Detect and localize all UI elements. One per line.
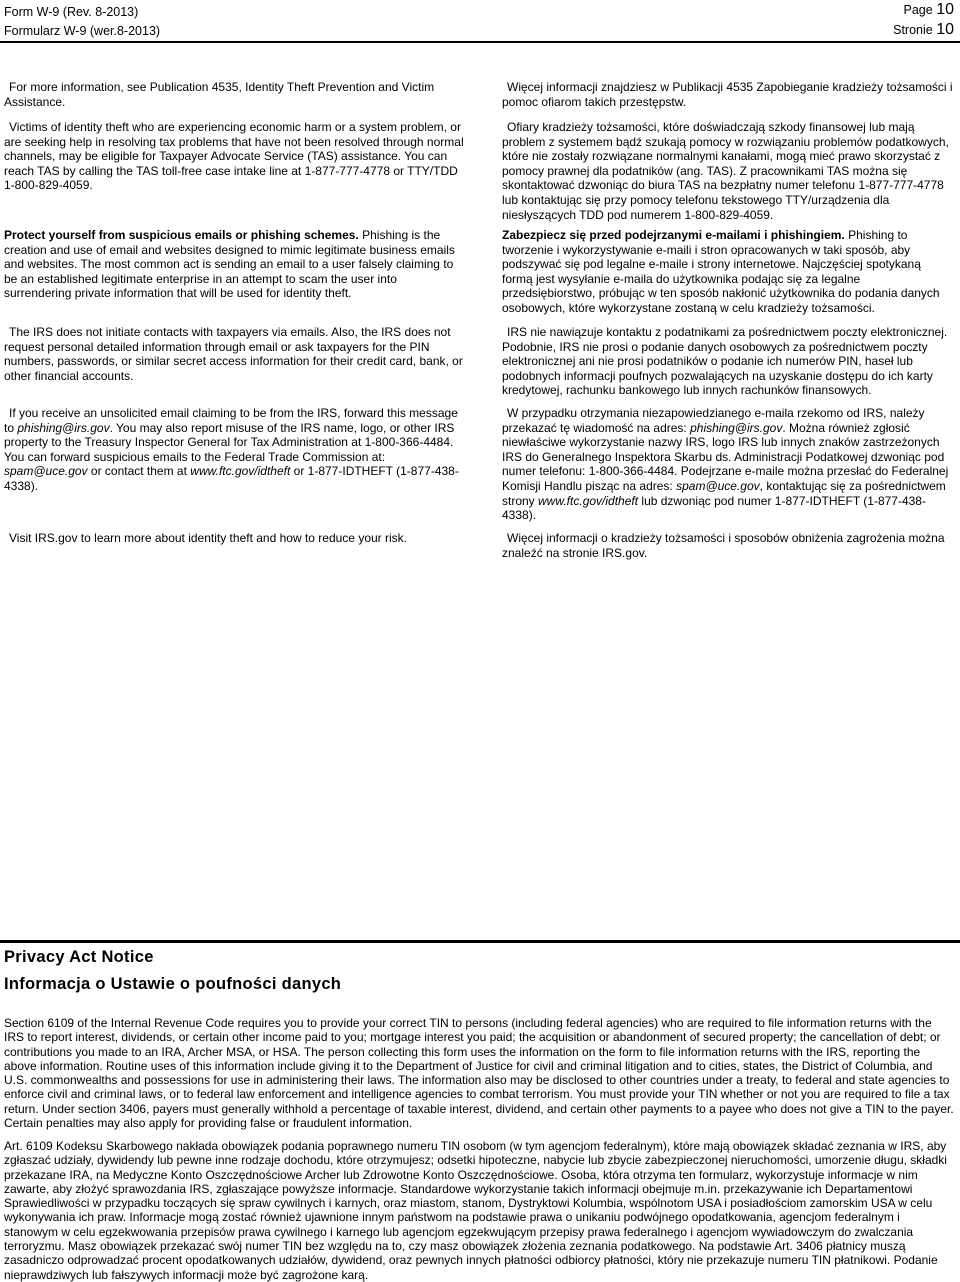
pl-para-visit: Więcej informacji o kradzieży tożsamości i sposobów obniżenia zagrożenia można znaleźć na stronie IRS.gov.: [502, 531, 945, 560]
privacy-text-pl: Art. 6109 Kodeksu Skarbowego nakłada obowiązek podania poprawnego numeru TIN osobom (w tym agencjom federalnym), które mają obowiązek składać zeznania w IRS, aby zgłaszać udziały, dywidendy lub pewne inne rodzaje dochodu, które otrzymujesz; odsetki hipoteczne, nabycie lub zbycie zabezpieczonej nieruchomości, umorzenie długu, składki przekazane IRA, na Medyczne Konto Oszczędnościowe Archer lub Zdrowotne Konto Oszczędnościowe. Osoba, która otrzyma ten formularz, wykorzystuje informacje w nim zawarte, aby złożyć sprawozdania IRS, zgłaszające powyższe informacje. Standardowe wykorzystanie takich informacji obejmuje m.in. przekazywanie ich Departamentowi Sprawiedliwości w przypadku toczących się spraw cywilnych i karnych, oraz miastom, stanom, Dystryktowi Kolumbia, wspólnotom USA i posiadłościom zamorskim USA w celu wykonywania ich praw. Informacje mogą zostać również ujawnione innym państwom na podstawie prawa o unikaniu podwójnego opodatkowania, agencjom federalnym i stanowym w celu egzekwowania przepisów prawa cywilnego i karnego lub agencjom egzekwującym przepisy prawa federalnego i agencjom wywiadowczym do zwalczania terroryzmu. Masz obowiązek przekazać swój numer TIN bez względu na to, czy masz obowiązek złożenia zeznania podatkowego. Na podstawie Art. 3406 płatnicy muszą zasadniczo odprowadzać procent opodatkowanych udziałów, dywidend, oraz pewnych innych płatności odbiorcy płatności, który nie przekazuje numeru TIN płatnikowi. Podanie nieprawdziwych lub fałszywych informacji może być zagrożone karą.: [4, 1139, 947, 1282]
pl-url-ftc: www.ftc.gov/idtheft: [538, 493, 639, 508]
en-para-no-contact: The IRS does not initiate contacts with taxpayers via emails. Also, the IRS does not request personal detailed information through email or ask taxpayers for the PIN numbers, passwords, or similar secret access information for their credit card, bank, or other financial accounts.: [4, 325, 463, 383]
en-email-phishing: phishing@irs.gov: [17, 420, 110, 435]
page-label-en: Page: [903, 3, 933, 17]
header-rule: [0, 41, 960, 43]
pl-para-forward: [502, 406, 954, 523]
privacy-rule: [0, 940, 960, 943]
en-phishing-body: Phishing is the creation and use of email and websites designed to mimic legitimate business emails and websites. The most common act is sending an email to a user falsely claiming to be an established legitimate enterprise in an attempt to scam the user into surrendering private information that will be used for identity theft.: [4, 228, 455, 301]
pl-email-spam: spam@uce.gov: [676, 478, 760, 493]
privacy-title-pl: Informacja o Ustawie o poufności danych: [4, 975, 342, 993]
pl-forward-text-d: lub dzwoniąc pod numer 1-877-IDTHEFT (1-877-438-4338).: [502, 493, 926, 523]
pl-para-victims: Ofiary kradzieży tożsamości, które doświadczają szkody finansowej lub mają problem z systemem bądź szukają pomocy w rozwiązaniu problemów podatkowych, które nie zostały rozwiązane normalnymi kanałami, mogą mieć prawo skorzystać z pomocy prawnej dla podatników (ang. TAS). Z pracownikami TAS można się skontaktować dzwoniąc do biura TAS na bezpłatny numer telefonu 1-877-777-4778 lub kontaktując się przy pomocy telefonu tekstowego TTY/urządzenia dla niesłyszących TDD pod numerem 1-800-829-4059.: [502, 120, 949, 222]
en-para-victims: Victims of identity theft who are experiencing economic harm or a system problem, or are seeking help in resolving tax problems that have not been resolved through normal channels, may be eligible for Taxpayer Advocate Service (TAS) assistance. You can reach TAS by calling the TAS toll-free case intake line at 1-877-777-4778 or TTY/TDD 1-800-829-4059.: [4, 120, 464, 193]
form-title-en: Form W-9 (Rev. 8-2013): [4, 5, 139, 19]
privacy-text-en: Section 6109 of the Internal Revenue Code requires you to provide your correct TIN to persons (including federal agencies) who are required to file information returns with the IRS to report interest, dividends, or certain other income paid to you; mortgage interest you paid; the acquisition or abandonment of secured property; the cancellation of debt; or contributions you made to an IRA, Archer MSA, or HSA. The person collecting this form uses the information on the form to file information returns with the IRS, reporting the above information. Routine uses of this information include giving it to the Department of Justice for civil and criminal litigation and to cities, states, the District of Columbia, and U.S. commonwealths and possessions for use in administering their laws. The information also may be disclosed to other countries under a treaty, to federal and state agencies to enforce civil and criminal laws, or to federal law enforcement and intelligence agencies to combat terrorism. You must provide your TIN whether or not you are required to file a tax return. Under section 3406, payers must generally withhold a percentage of taxable interest, dividend, and certain other payments to a payee who does not give a TIN to the payer. Certain penalties may also apply for providing false or fraudulent information.: [4, 1016, 954, 1131]
pl-forward-text-c: , kontaktując się za pośrednictwem strony: [502, 478, 946, 508]
en-para-phishing: [4, 228, 466, 301]
pl-para-publication: Więcej informacji znajdziesz w Publikacji 4535 Zapobieganie kradzieży tożsamości i pomoc ofiarom takich przestępstw.: [502, 80, 953, 109]
pl-para-phishing: [502, 228, 954, 316]
en-url-ftc: www.ftc.gov/idtheft: [190, 464, 291, 479]
page-number-pl: 10: [936, 21, 954, 38]
en-para-forward: [4, 406, 466, 494]
en-forward-text-b: . You may also report misuse of the IRS name, logo, or other IRS property to the Treasury Inspector General for Tax Administration at 1-800-366-4484. You can forward suspicious emails to the Federal Trade Commission at:: [4, 420, 455, 464]
page-label-pl: Stronie: [893, 23, 933, 37]
page-number: 10: [936, 1, 954, 18]
pl-para-no-contact: IRS nie nawiązuje kontaktu z podatnikami za pośrednictwem poczty elektronicznej. Podobnie, IRS nie prosi o podanie danych osobowych za pośrednictwem poczty elektronicznej ani nie prosi podatników o podanie ich numerów PIN, haseł lub podobnych informacji poufnych pozwalających na uzyskanie dostępu do ich karty kredytowej, rachunku bankowego lub innych rachunków finansowych.: [502, 325, 948, 398]
en-para-visit: Visit IRS.gov to learn more about identity theft and how to reduce your risk.: [9, 531, 407, 545]
page-number-block: [893, 0, 954, 40]
en-forward-text-a: If you receive an unsolicited email claiming to be from the IRS, forward this message to: [4, 406, 458, 435]
en-forward-text-d: or 1-877-IDTHEFT (1-877-438-4338).: [4, 464, 459, 493]
en-phishing-heading: Protect yourself from suspicious emails or phishing schemes.: [4, 228, 359, 242]
privacy-title-en: Privacy Act Notice: [4, 948, 154, 966]
form-title-pl: Formularz W-9 (wer.8-2013): [4, 24, 161, 38]
pl-phishing-heading: Zabezpiecz się przed podejrzanymi e-mailami i phishingiem.: [502, 228, 845, 242]
en-forward-text-c: or contact them at: [87, 464, 191, 479]
pl-phishing-body: Phishing to tworzenie i wykorzystywanie e-maili i stron opracowanych w taki sposób, aby podszywać się pod legalne e-maile i strony internetowe. Najczęściej spotykaną formą jest wysyłanie e-maila do użytkownika podając się za legalne przedsiębiorstwo, próbując w ten sposób nakłonić użytkownika do podania danych osobowych, które wykorzystane zostaną w celu kradzieży tożsamości.: [502, 228, 940, 315]
pl-forward-text-a: W przypadku otrzymania niezapowiedzianego e-maila rzekomo od IRS, należy przekazać tę wiadomość na adres:: [502, 406, 925, 435]
pl-forward-text-b: . Można również zgłosić niewłaściwe wykorzystanie nazwy IRS, logo IRS lub innych znaków zastrzeżonych IRS do Generalnego Inspektora Skarbu ds. Administracji Podatkowej dzwoniąc pod numer telefonu: 1-800-366-4484. Podejrzane e-maile można przesłać do Federalnej Komisji Handlu pisząc na adres:: [502, 420, 949, 493]
form-header: [4, 3, 160, 41]
en-email-spam: spam@uce.gov: [4, 464, 88, 479]
pl-email-phishing: phishing@irs.gov: [690, 420, 783, 435]
en-para-publication: For more information, see Publication 4535, Identity Theft Prevention and Victim Assistance.: [4, 80, 435, 109]
